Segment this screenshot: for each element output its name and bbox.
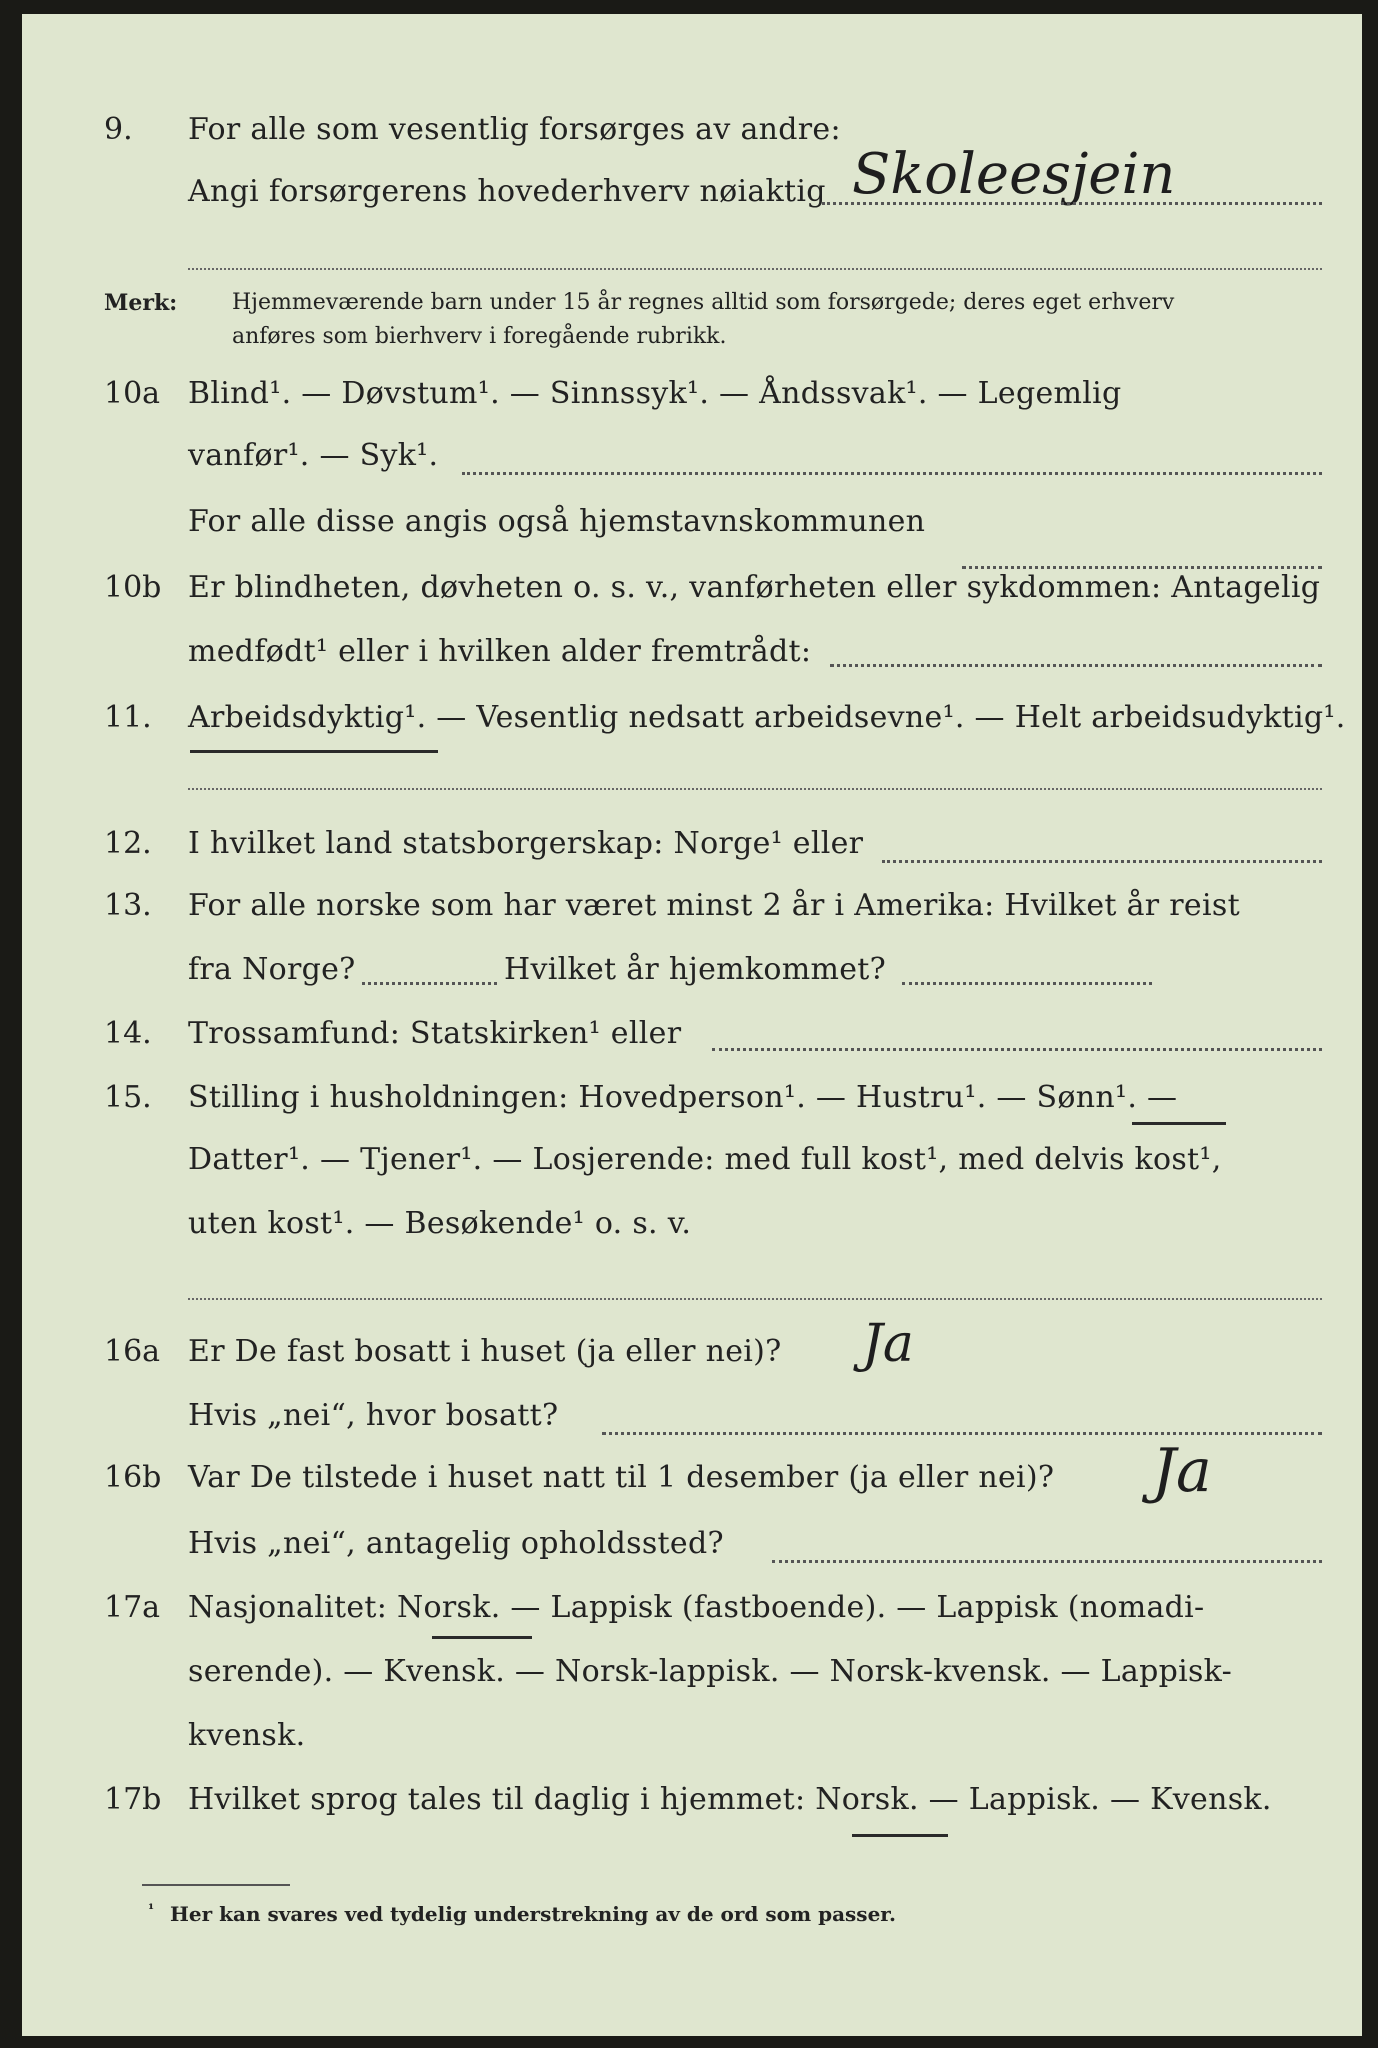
- handwritten-answer: Ja: [862, 1314, 914, 1374]
- question-text: vanfør¹. — Syk¹.: [188, 438, 439, 473]
- question-text: uten kost¹. — Besøkende¹ o. s. v.: [188, 1206, 692, 1241]
- handwritten-answer: Skoleesjein: [852, 142, 1176, 207]
- answer-line: [362, 982, 497, 985]
- answer-underline: [852, 1834, 948, 1837]
- question-text: Angi forsørgerens hovederhverv nøiaktig: [188, 174, 826, 209]
- question-number: 13.: [104, 888, 152, 923]
- question-text: kvensk.: [188, 1718, 306, 1753]
- question-text: Er blindheten, døvheten o. s. v., vanførheten eller sykdommen: Antagelig: [188, 570, 1321, 605]
- question-number: 16b: [104, 1460, 162, 1495]
- census-form-page: [22, 14, 1362, 2036]
- handwritten-answer: Ja: [1152, 1436, 1212, 1506]
- question-text: I hvilket land statsborgerskap: Norge¹ eller: [188, 826, 864, 861]
- question-text: fra Norge?: [188, 952, 356, 987]
- footnote-divider: [142, 1884, 290, 1886]
- question-text: Var De tilstede i huset natt til 1 desember (ja eller nei)?: [188, 1460, 1055, 1495]
- question-text: Hvis „nei“, hvor bosatt?: [188, 1398, 559, 1433]
- question-text: For alle norske som har været minst 2 år i Amerika: Hvilket år reist: [188, 888, 1240, 923]
- question-number: 11.: [104, 700, 152, 735]
- question-text: Hvilket år hjemkommet?: [504, 952, 887, 987]
- note-text: anføres som bierhverv i foregående rubrikk.: [232, 324, 727, 349]
- question-number: 16a: [104, 1334, 161, 1369]
- question-number: 17a: [104, 1590, 161, 1625]
- answer-underline: [190, 750, 438, 753]
- question-text: serende). — Kvensk. — Norsk-lappisk. — Norsk-kvensk. — Lappisk-: [188, 1654, 1233, 1689]
- question-text: For alle disse angis også hjemstavnskommunen: [188, 504, 926, 539]
- question-text: Hvis „nei“, antagelig opholdssted?: [188, 1526, 724, 1561]
- answer-line: [188, 268, 1322, 270]
- answer-line: [712, 1048, 1322, 1051]
- answer-line: [822, 202, 1322, 205]
- answer-line: [188, 1298, 1322, 1300]
- footnote-mark: ¹: [148, 1902, 155, 1918]
- answer-line: [962, 566, 1322, 569]
- question-text: Stilling i husholdningen: Hovedperson¹. — Hustru¹. — Sønn¹. —: [188, 1080, 1178, 1115]
- question-number: 9.: [104, 112, 133, 147]
- note-text: Hjemmeværende barn under 15 år regnes alltid som forsørgede; deres eget erhverv: [232, 290, 1175, 315]
- question-text: Er De fast bosatt i huset (ja eller nei)?: [188, 1334, 782, 1369]
- question-number: 17b: [104, 1782, 162, 1817]
- answer-line: [602, 1432, 1322, 1435]
- question-number: 14.: [104, 1016, 152, 1051]
- question-number: 10a: [104, 376, 161, 411]
- footnote-text: Her kan svares ved tydelig understrekning av de ord som passer.: [170, 1902, 896, 1926]
- question-text: medfødt¹ eller i hvilken alder fremtrådt:: [188, 634, 812, 669]
- question-number: 15.: [104, 1080, 152, 1115]
- question-number: 10b: [104, 570, 162, 605]
- question-text: Trossamfund: Statskirken¹ eller: [188, 1016, 682, 1051]
- answer-line: [188, 788, 1322, 790]
- question-number: 12.: [104, 826, 152, 861]
- note-label: Merk:: [104, 290, 178, 316]
- answer-line: [882, 860, 1322, 863]
- answer-line: [772, 1560, 1322, 1563]
- question-text: Arbeidsdyktig¹. — Vesentlig nedsatt arbeidsevne¹. — Helt arbeidsudyktig¹.: [188, 700, 1346, 735]
- question-text: Blind¹. — Døvstum¹. — Sinnssyk¹. — Åndssvak¹. — Legemlig: [188, 376, 1122, 411]
- question-text: Datter¹. — Tjener¹. — Losjerende: med full kost¹, med delvis kost¹,: [188, 1142, 1222, 1177]
- answer-line: [830, 664, 1322, 667]
- question-text: For alle som vesentlig forsørges av andre:: [188, 112, 841, 147]
- answer-line: [462, 472, 1322, 475]
- answer-line: [902, 982, 1152, 985]
- question-text: Hvilket sprog tales til daglig i hjemmet: Norsk. — Lappisk. — Kvensk.: [188, 1782, 1272, 1817]
- answer-underline: [432, 1636, 532, 1639]
- answer-underline: [1132, 1122, 1226, 1125]
- question-text: Nasjonalitet: Norsk. — Lappisk (fastboende). — Lappisk (nomadi-: [188, 1590, 1205, 1625]
